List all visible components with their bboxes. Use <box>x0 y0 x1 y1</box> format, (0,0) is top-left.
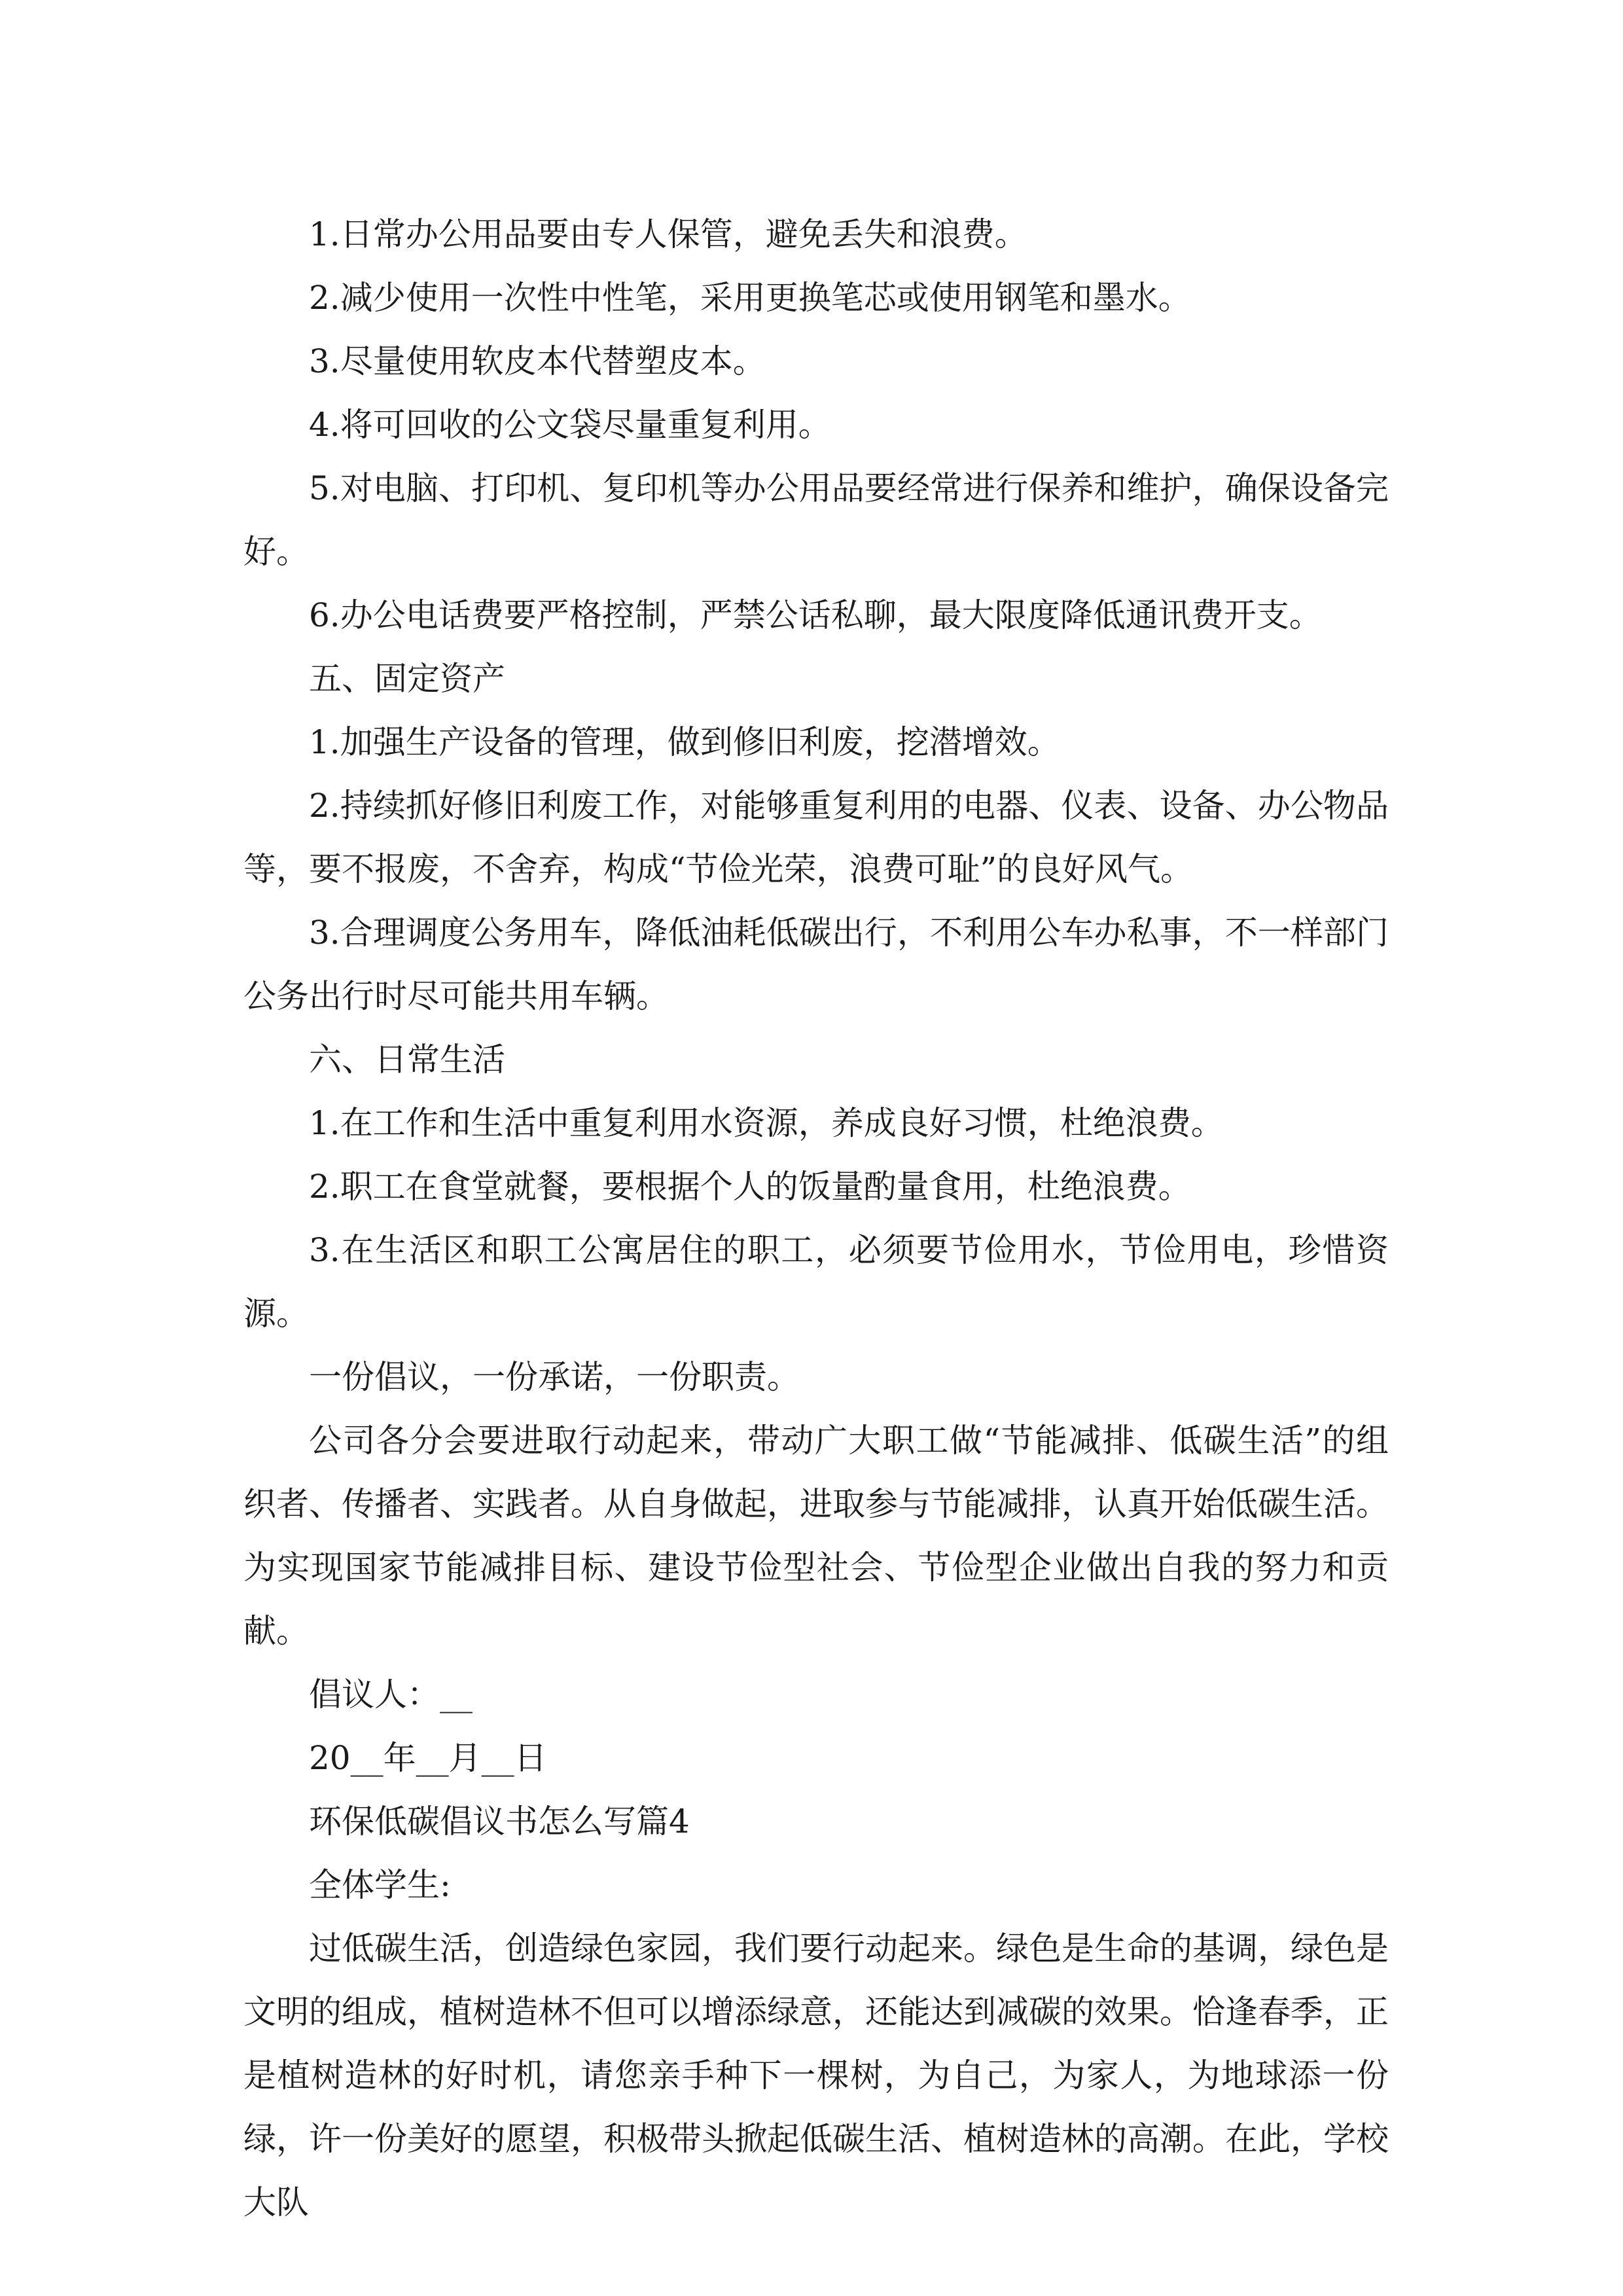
office-supplies-item-6: 6.办公电话费要严格控制，严禁公话私聊，最大限度降低通讯费开支。 <box>309 596 1322 634</box>
fixed-assets-item-1: 1.加强生产设备的管理，做到修旧利废，挖潜增效。 <box>309 723 1060 761</box>
fixed-assets-item-2: 2.持续抓好修旧利废工作，对能够重复利用的电器、仪表、设备、办公物品等，要不报废，不舍弃，构成“节俭光荣，浪费可耻”的良好风气。 <box>243 787 1389 888</box>
daily-life-item-3: 3.在生活区和职工公寓居住的职工，必须要节俭用水，节俭用电，珍惜资源。 <box>243 1231 1389 1333</box>
office-supplies-item-3: 3.尽量使用软皮本代替塑皮本。 <box>309 342 766 380</box>
daily-life-item-1: 1.在工作和生活中重复利用水资源，养成良好习惯，杜绝浪费。 <box>309 1104 1224 1142</box>
body-paragraph-tree-planting: 过低碳生活，创造绿色家园，我们要行动起来。绿色是生命的基调，绿色是文明的组成，植树造林不但可以增添绿意，还能达到减碳的效果。恰逢春季，正是植树造林的好时机，请您亲手种下一棵树，为自己，为家人，为地球添一份绿，许一份美好的愿望，积极带头掀起低碳生活、植树造林的高潮。在此，学校大队 <box>243 1929 1389 2221</box>
date-line: 20__年__月__日 <box>309 1739 547 1777</box>
document-body <box>243 203 1389 2234</box>
salutation: 全体学生: <box>309 1866 451 1904</box>
article-title-part-4: 环保低碳倡议书怎么写篇4 <box>309 1803 690 1840</box>
office-supplies-item-5: 5.对电脑、打印机、复印机等办公用品要经常进行保养和维护，确保设备完好。 <box>243 469 1389 571</box>
fixed-assets-item-3: 3.合理调度公务用车，降低油耗低碳出行，不利用公车办私事，不一样部门公务出行时尽可能共用车辆。 <box>243 914 1389 1015</box>
office-supplies-item-1: 1.日常办公用品要由专人保管，避免丢失和浪费。 <box>309 215 1027 253</box>
pledge-line: 一份倡议，一份承诺，一份职责。 <box>309 1358 800 1396</box>
call-to-action-paragraph: 公司各分会要进取行动起来，带动广大职工做“节能减排、低碳生活”的组织者、传播者、实践者。从自身做起，进取参与节能减排，认真开始低碳生活。为实现国家节能减排目标、建设节俭型社会、节俭型企业做出自我的努力和贡献。 <box>243 1422 1389 1650</box>
section-heading-daily-life: 六、日常生活 <box>309 1041 505 1079</box>
section-heading-fixed-assets: 五、固定资产 <box>309 660 505 698</box>
initiator-line: 倡议人：__ <box>309 1676 473 1713</box>
daily-life-item-2: 2.职工在食堂就餐，要根据个人的饭量酌量食用，杜绝浪费。 <box>309 1168 1191 1206</box>
office-supplies-item-2: 2.减少使用一次性中性笔，采用更换笔芯或使用钢笔和墨水。 <box>309 279 1191 317</box>
office-supplies-item-4: 4.将可回收的公文袋尽量重复利用。 <box>309 406 831 444</box>
